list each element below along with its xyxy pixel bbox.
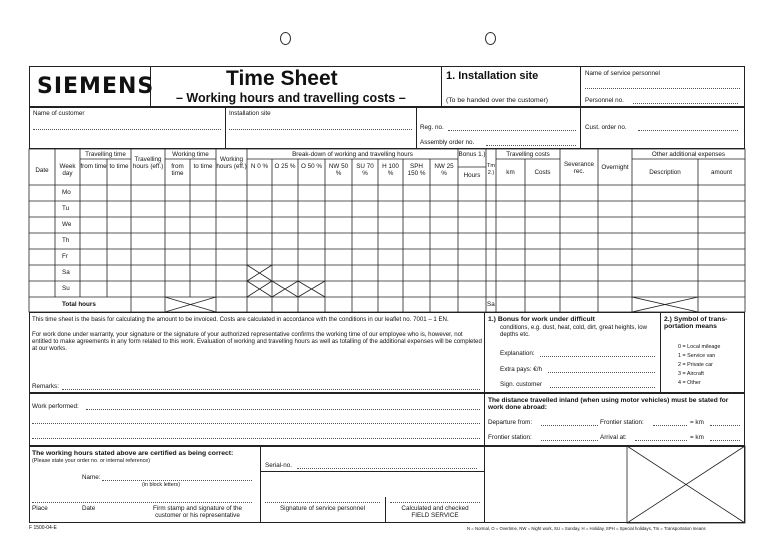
assembly-order-no-label: Assembly order no.: [420, 139, 475, 146]
col-nw50: NW 50 %: [328, 163, 349, 177]
siemens-logo: SIEMENS: [37, 74, 155, 99]
day-tu: Tu: [62, 205, 70, 212]
form-number: F 1500-04-E: [29, 525, 57, 531]
day-th: Th: [62, 237, 70, 244]
personnel-no-label: Personnel no.: [585, 97, 624, 104]
transport-item-0: 0 = Local mileage: [678, 344, 721, 350]
col-costs: Costs: [534, 169, 551, 176]
calculated-label: Calculated and checked: [401, 505, 469, 512]
arrival-at-label: Arrival at:: [600, 434, 627, 441]
col-description: Description: [649, 169, 681, 176]
col-wt-to: to time: [193, 163, 213, 170]
day-fr: Fr: [62, 253, 68, 260]
eq-km-label: = km: [690, 419, 704, 426]
service-personnel-label: Name of service personnel: [585, 70, 660, 77]
work-performed-label: Work performed:: [32, 403, 79, 410]
explanation-label: Explanation:: [500, 350, 535, 357]
cert-sub: (Please state your order no. or internal reference): [32, 458, 151, 464]
col-km: km: [506, 169, 515, 176]
page-title: Time Sheet: [226, 67, 338, 90]
transport-item-3: 3 = Aircraft: [678, 371, 704, 377]
hdr-breakdown: Break-down of working and travelling hours: [292, 151, 413, 158]
hdr-bonus: Bonus 1.): [458, 151, 486, 158]
sa-marker: Sa: [487, 301, 495, 308]
place-label: Place: [32, 505, 48, 512]
field-service-label: FIELD SERVICE: [411, 512, 459, 519]
sign-customer-label: Sign. customer: [500, 381, 542, 388]
transport-heading: 2.) Symbol of trans- portation means: [664, 316, 728, 331]
warranty-text: For work done under warranty, your signature or the signature of your authorized representative confirms the working time of our employee who is, however, not entitled to make agreements in any form related to this work. Evaluation of working and travelling hours as well as totalling of the additional expenses will be completed at our works.: [32, 331, 482, 353]
transport-item-1: 1 = Service van: [678, 353, 716, 359]
frontier-station-label-2: Frontier station:: [488, 434, 532, 441]
col-travelling-hours: Travelling hours (eff.): [132, 156, 164, 170]
col-sph150: SPH 150 %: [407, 163, 426, 177]
handed-over-note: (To be handed over the customer): [446, 97, 549, 104]
col-working-hours: Working hours (eff.): [216, 156, 247, 170]
day-sa: Sa: [62, 269, 70, 276]
col-n: N 0 %: [250, 163, 269, 170]
hdr-travelling-costs: Travelling costs: [506, 151, 550, 158]
reg-no-label: Reg. no.: [420, 124, 444, 131]
frontier-station-label: Frontier station:: [600, 419, 644, 426]
bonus-heading: 1.) Bonus for work under difficult: [488, 316, 595, 323]
col-nw25: NW 25 %: [434, 163, 454, 177]
col-o50: O 50 %: [301, 163, 322, 170]
eq-km-label-2: = km: [690, 434, 704, 441]
col-week-day: Week day: [59, 163, 76, 177]
day-su: Su: [62, 285, 70, 292]
hdr-travelling-time: Travelling time: [85, 151, 126, 158]
col-date: Date: [35, 167, 49, 174]
block-letters-note: (in block letters): [142, 482, 181, 488]
col-tm: Tm 2.): [486, 163, 496, 176]
date-label: Date: [82, 505, 96, 512]
distance-heading: The distance travelled inland (when using motor vehicles) must be stated for work done abroad:: [488, 397, 729, 412]
name-label: Name:: [82, 474, 101, 481]
sig-service-label: Signature of service personnel: [279, 505, 366, 512]
cert-heading: The working hours stated above are certified as being correct:: [32, 450, 234, 457]
col-o25: O 25 %: [274, 163, 296, 170]
col-hours: Hours: [463, 172, 481, 179]
total-hours-label: Total hours: [62, 301, 96, 308]
hdr-working-time: Working time: [172, 151, 209, 158]
transport-item-4: 4 = Other: [678, 380, 701, 386]
name-of-customer-label: Name of customer: [33, 110, 85, 117]
col-su70: SU 70 %: [356, 163, 374, 177]
basis-text: This time sheet is the basis for calculating the amount to be invoiced. Costs are calculated in accordance with the conditions in our leaflet no. 7001 – 1 EN.: [32, 316, 449, 323]
col-severance: Severance rec.: [563, 161, 595, 175]
installation-site-heading: 1. Installation site: [446, 70, 539, 82]
serial-no-label: Serial-no.: [265, 462, 292, 469]
transport-item-2: 2 = Private car: [678, 362, 713, 368]
col-overnight: Overnight: [601, 164, 629, 171]
extra-pays-label: Extra pays: €/h: [500, 366, 542, 373]
legend-text: N = Normal, O = Overtime, NW = Night work, SU = Sunday, H = Holiday, SPH = Special holidays, Tm = Transportation means: [467, 526, 706, 531]
col-tt-to: to time: [109, 163, 129, 170]
col-h100: H 100 %: [382, 163, 399, 177]
departure-from-label: Departure from:: [488, 419, 533, 426]
hdr-other-expenses: Other additional expenses: [651, 151, 726, 158]
page-subtitle: – Working hours and travelling costs –: [176, 91, 406, 105]
col-wt-from: from time: [171, 163, 184, 177]
firm-stamp-label: Firm stamp and signature of the customer or his representative: [153, 505, 242, 519]
cust-order-no-label: Cust. order no.: [585, 124, 627, 131]
col-tt-from: from time: [80, 163, 107, 170]
day-mo: Mo: [62, 189, 71, 196]
bonus-conditions: conditions, e.g. dust, heat, cold, dirt, great heights, low depths etc.: [500, 324, 648, 339]
installation-site-label: Installation site: [229, 110, 271, 117]
day-we: We: [62, 221, 72, 228]
col-amount: amount: [710, 169, 732, 176]
remarks-label: Remarks:: [32, 383, 59, 390]
